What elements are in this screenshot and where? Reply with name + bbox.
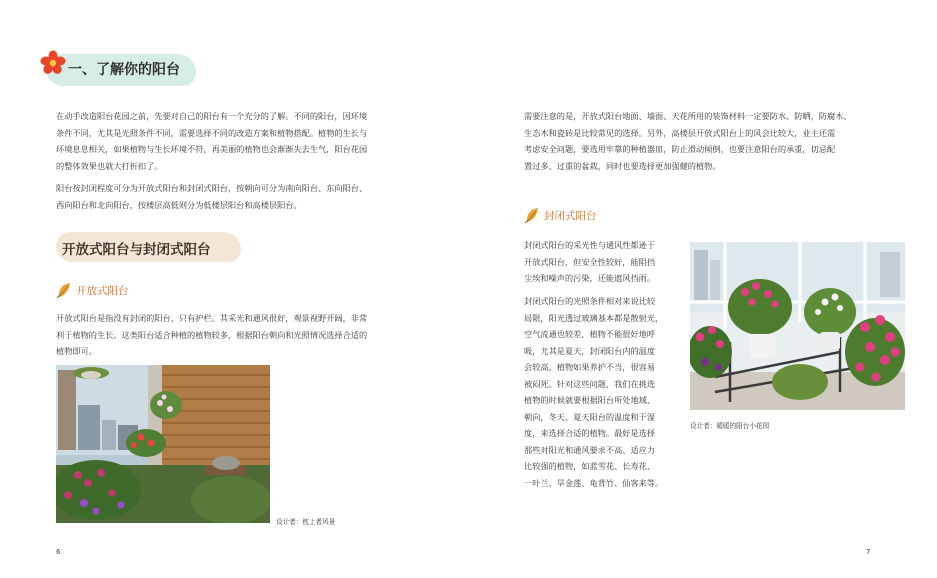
text-line: 一叶兰、旱金莲、龟背竹、仙客来等。: [524, 477, 664, 488]
open-balcony-photo: [56, 365, 270, 523]
text-line: 生态木和瓷砖是比较常见的选择。另外，高楼层开放式阳台上的风会比较大，业主还需: [524, 127, 836, 138]
text-line: 被闷死。针对这些问题，我们在挑选: [524, 378, 656, 389]
text-line: 开放式阳台，但安全性较好，能阻挡: [524, 256, 656, 267]
text-line: 需要注意的是，开放式阳台地面、墙面、天花所用的装饰材料一定要防水、防晒，防腐木、: [524, 111, 852, 121]
text-line: 植物的时候就要根据阳台所处地域、: [524, 395, 656, 405]
text-line: 环境息息相关，如果植物与生长环境不符，再美丽的植物也会渐渐失去生气，阳台花园: [56, 144, 368, 154]
classification-paragraph: [56, 180, 426, 213]
left-page: [0, 0, 468, 578]
leaf-icon: [524, 206, 540, 224]
text-line: 西向阳台和北向阳台，按楼层高低则分为低楼层阳台和高楼层阳台。: [56, 199, 302, 210]
text-line: 那些对阳光和通风要求不高、适应力: [524, 444, 656, 455]
text-line: 吸，尤其是夏天，封闭阳台内的温度: [524, 345, 656, 356]
chapter-title: 一、了解你的阳台: [68, 62, 180, 78]
chapter-heading: [40, 50, 200, 90]
text-line: 朝向，冬天、夏天阳台的温度和干湿: [524, 411, 656, 422]
right-page: [468, 0, 937, 578]
text-line: 利于植物的生长。这类阳台适合种植的植物较多，根据阳台朝向和光照情况选择合适的: [56, 329, 368, 340]
closed-balcony-paragraph-1: [524, 237, 684, 287]
text-line: 条件不同，尤其是光照条件不同，需要选择不同的改造方案和植物搭配。植物的生长与: [56, 127, 368, 138]
text-line: 置过多、过重的盆栽，同时也要选择更加强健的植物。: [524, 160, 721, 171]
text-line: 植物即可。: [56, 346, 97, 356]
open-balcony-paragraph: [56, 310, 426, 360]
text-line: 比较强的植物，如蓝雪花、长寿花、: [524, 461, 656, 471]
page-number: 7: [866, 548, 871, 556]
subsection-title: 封闭式阳台: [544, 210, 597, 222]
leaf-icon: [56, 281, 72, 299]
subsection-title: 开放式阳台: [76, 285, 129, 297]
text-line: 封闭式阳台的光照条件相对来说比较: [524, 296, 656, 306]
continued-paragraph: [524, 108, 904, 174]
closed-balcony-paragraph-2: [524, 293, 684, 491]
text-line: 局限，阳光透过玻璃基本都是散射光，: [524, 312, 664, 323]
photo-caption: 设计者：暖暖的阳台小花园: [690, 422, 770, 430]
text-line: 在动手改造阳台花园之前，先要对自己的阳台有一个充分的了解。不同的阳台，因环境: [56, 111, 368, 121]
text-line: 度，来选择合适的植物。最好是选择: [524, 428, 656, 438]
text-line: 封闭式阳台的采光性与通风性都逊于: [524, 240, 656, 250]
closed-balcony-photo: [690, 242, 905, 410]
photo-caption: 设计者：枕上者风景: [276, 518, 336, 526]
text-line: 阳台按封闭程度可分为开放式阳台和封闭式阳台，按朝向可分为南向阳台、东向阳台、: [56, 183, 368, 193]
section-heading: [56, 230, 241, 264]
intro-paragraph: [56, 108, 426, 174]
page-number: 6: [56, 548, 61, 556]
text-line: 空气流通也较差，植物不能很好地呼: [524, 329, 656, 339]
text-line: 开放式阳台是指没有封闭的阳台，只有护栏。其采光和通风很好，观景视野开阔，非常: [56, 313, 368, 323]
text-line: 尘埃和噪声的污染，还能遮风挡雨。: [524, 273, 656, 283]
flower-icon: [40, 50, 66, 76]
section-title: 开放式阳台与封闭式阳台: [62, 242, 211, 258]
text-line: 会较高，植物如果养护不当，很容易: [524, 362, 656, 372]
text-line: 考虑安全问题，要选用牢靠的种植器皿，防止滑动倾倒，也要注意阳台的承重，切忌配: [524, 144, 836, 154]
text-line: 的整体效果也就大打折扣了。: [56, 160, 163, 171]
